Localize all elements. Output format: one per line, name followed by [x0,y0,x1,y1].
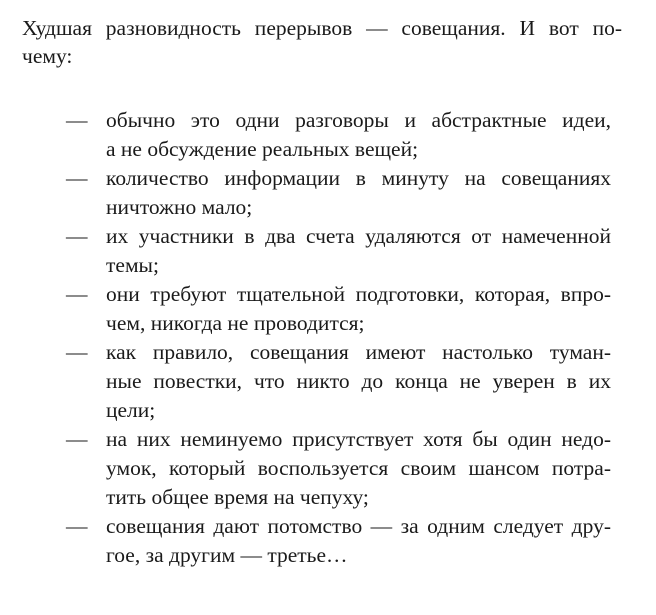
list-dash: — [66,282,88,306]
list-item-line: обычно это одни разговоры и абстрактные идеи, [106,108,611,132]
intro-line: чему: [22,44,73,68]
list-item-line: тить общее время на чепуху; [106,485,369,509]
list-item [66,106,611,164]
list-item-line: ные повестки, что никто до конца не уверен в их [106,369,611,393]
list-dash: — [66,514,88,538]
list-item-line: цели; [106,398,156,422]
list-dash: — [66,166,88,190]
list-item-line: как правило, совещания имеют настолько туман- [106,340,611,364]
list-item-line: они требуют тщательной подготовки, которая, впро- [106,282,611,306]
list-dash: — [66,108,88,132]
list-item [66,164,611,222]
list-item-line: умок, который воспользуется своим шансом потра- [106,456,611,480]
list-item [66,280,611,338]
list-item-line: гое, за другим — третье… [106,543,348,567]
meeting-drawbacks-list [66,106,611,570]
list-item-line: темы; [106,253,159,277]
list-dash: — [66,427,88,451]
list-item-line: количество информации в минуту на совещаниях [106,166,611,190]
list-item-line: ничтожно мало; [106,195,253,219]
intro-paragraph [22,14,622,70]
list-item-line: на них неминуемо присутствует хотя бы один недо- [106,427,611,451]
list-item [66,222,611,280]
list-dash: — [66,224,88,248]
list-item-line: совещания дают потомство — за одним следует дру- [106,514,611,538]
list-item-line: а не обсуждение реальных вещей; [106,137,419,161]
list-item [66,338,611,425]
list-item [66,425,611,512]
list-item [66,512,611,570]
intro-line: Худшая разновидность перерывов — совещания. И вот по- [22,16,622,40]
list-item-line: их участники в два счета удаляются от намеченной [106,224,611,248]
list-dash: — [66,340,88,364]
list-item-line: чем, никогда не проводится; [106,311,365,335]
